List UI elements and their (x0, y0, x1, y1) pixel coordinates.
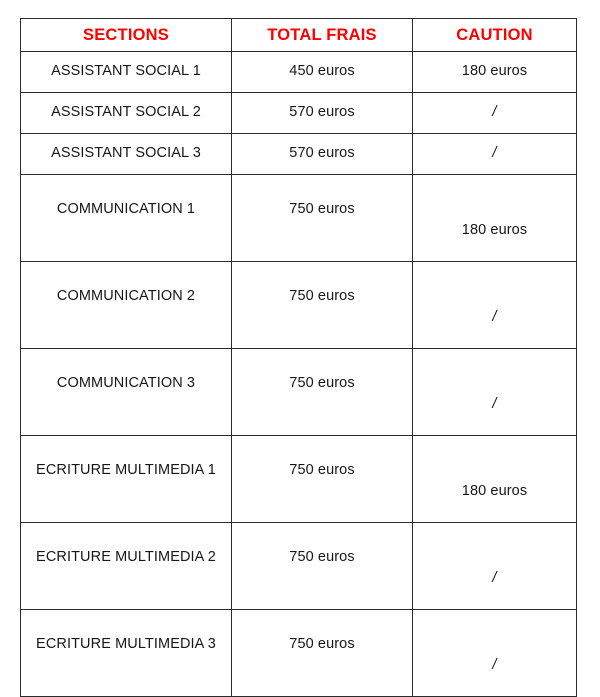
cell-total-frais (232, 134, 413, 175)
cell-sections (21, 436, 232, 523)
cell-sections (21, 175, 232, 262)
cell-sections (21, 134, 232, 175)
table-row (21, 93, 577, 134)
cell-caution-text: 180 euros (461, 222, 528, 239)
cell-caution-text: / (492, 396, 497, 413)
cell-sections-text: COMMUNICATION 1 (56, 201, 196, 218)
table-header-row (21, 19, 577, 52)
cell-total-frais-text: 750 euros (289, 636, 355, 653)
cell-total-frais-text: 750 euros (289, 462, 355, 479)
cell-sections-text: ECRITURE MULTIMEDIA 3 (36, 636, 216, 653)
cell-caution (413, 610, 577, 697)
cell-caution-text: 180 euros (461, 63, 528, 80)
cell-sections (21, 523, 232, 610)
cell-sections-text: ASSISTANT SOCIAL 3 (51, 145, 201, 162)
cell-caution (413, 262, 577, 349)
cell-sections (21, 52, 232, 93)
cell-total-frais (232, 523, 413, 610)
table-row (21, 523, 577, 610)
cell-sections (21, 93, 232, 134)
table-row (21, 52, 577, 93)
table-body (21, 52, 577, 697)
cell-caution-text: 180 euros (461, 483, 528, 500)
cell-total-frais-text: 750 euros (289, 375, 355, 392)
cell-caution (413, 52, 577, 93)
table-row (21, 436, 577, 523)
cell-total-frais (232, 52, 413, 93)
table-row (21, 349, 577, 436)
cell-total-frais-text: 570 euros (289, 104, 355, 121)
cell-sections (21, 610, 232, 697)
table-header (21, 19, 577, 52)
cell-caution-text: / (492, 104, 497, 121)
cell-caution (413, 523, 577, 610)
table-row (21, 134, 577, 175)
cell-total-frais-text: 750 euros (289, 549, 355, 566)
cell-caution (413, 349, 577, 436)
fees-and-deposit-table (20, 18, 577, 697)
cell-sections-text: COMMUNICATION 3 (56, 375, 196, 392)
cell-total-frais (232, 93, 413, 134)
cell-caution-text: / (492, 570, 497, 587)
cell-caution-text: / (492, 145, 497, 162)
column-header-sections: SECTIONS (21, 19, 232, 52)
cell-total-frais (232, 262, 413, 349)
cell-sections-text: COMMUNICATION 2 (56, 288, 196, 305)
cell-caution-text: / (492, 309, 497, 326)
fees-table-container (20, 18, 576, 697)
table-row (21, 175, 577, 262)
cell-caution (413, 436, 577, 523)
cell-caution (413, 175, 577, 262)
cell-caution (413, 93, 577, 134)
cell-total-frais (232, 610, 413, 697)
cell-total-frais-text: 750 euros (289, 288, 355, 305)
cell-sections-text: ECRITURE MULTIMEDIA 2 (36, 549, 216, 566)
cell-sections-text: ECRITURE MULTIMEDIA 1 (36, 462, 216, 479)
cell-sections (21, 349, 232, 436)
cell-sections-text: ASSISTANT SOCIAL 1 (51, 63, 201, 80)
cell-total-frais-text: 750 euros (289, 201, 355, 218)
column-header-caution: CAUTION (413, 19, 577, 52)
cell-total-frais (232, 175, 413, 262)
cell-total-frais-text: 450 euros (289, 63, 355, 80)
cell-caution (413, 134, 577, 175)
table-row (21, 610, 577, 697)
cell-sections-text: ASSISTANT SOCIAL 2 (51, 104, 201, 121)
cell-total-frais (232, 436, 413, 523)
cell-total-frais-text: 570 euros (289, 145, 355, 162)
cell-caution-text: / (492, 657, 497, 674)
cell-sections (21, 262, 232, 349)
cell-total-frais (232, 349, 413, 436)
column-header-total-frais: TOTAL FRAIS (232, 19, 413, 52)
table-row (21, 262, 577, 349)
